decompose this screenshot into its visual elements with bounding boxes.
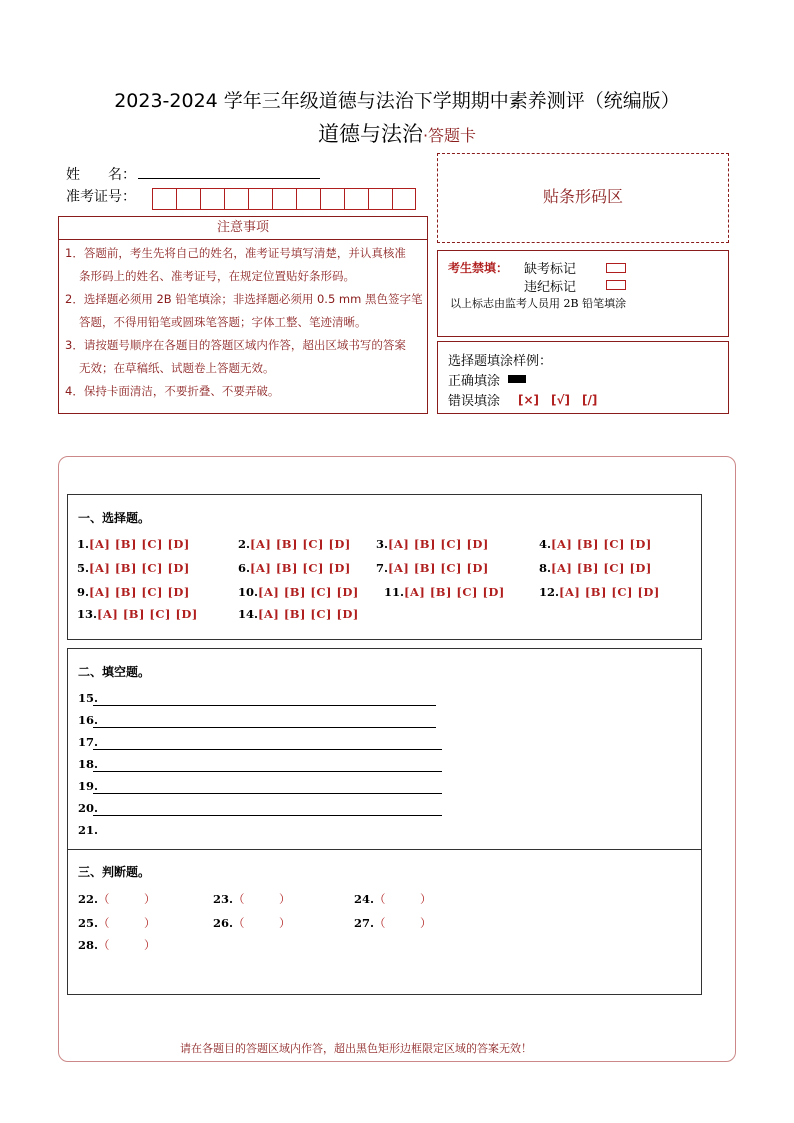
mc-question[interactable]	[77, 607, 198, 621]
answer-options[interactable]: [A] [B] [C] [D]	[89, 561, 190, 575]
section-fill-title: 二、填空题。	[78, 665, 151, 679]
id-label: 准考证号：	[66, 189, 136, 205]
absent-mark-box[interactable]	[606, 263, 626, 273]
mc-question[interactable]	[77, 561, 190, 575]
question-number: 3.	[376, 537, 389, 551]
answer-options[interactable]: [A] [B] [C] [D]	[551, 537, 652, 551]
id-digit-box[interactable]	[272, 188, 296, 210]
answer-options[interactable]: [A] [B] [C] [D]	[89, 537, 190, 551]
mc-question[interactable]	[376, 537, 489, 551]
question-number: 5.	[77, 561, 90, 575]
notice-item: 1．答题前，考生先将自己的姓名，准考证号填写清楚，并认真核准	[65, 246, 406, 260]
sample-box	[437, 341, 729, 414]
question-number: 11.	[384, 585, 405, 599]
fill-question-number: 15.	[78, 691, 99, 705]
question-number: 9.	[77, 585, 90, 599]
sample-heading: 选择题填涂样例：	[448, 354, 553, 369]
fill-answer-line[interactable]	[93, 705, 436, 706]
question-number: 1.	[77, 537, 90, 551]
tf-question[interactable]	[354, 915, 432, 931]
correct-fill-label: 正确填涂	[448, 374, 501, 389]
mc-question[interactable]	[539, 561, 652, 575]
question-number: 22.	[78, 892, 99, 906]
section-fill-judge	[67, 648, 702, 995]
question-number: 8.	[539, 561, 552, 575]
question-number: 23.	[213, 892, 234, 906]
name-field[interactable]	[138, 178, 320, 179]
subject-suffix: ·答题卡	[422, 126, 477, 145]
notice-heading: 注意事项	[59, 217, 427, 240]
answer-options[interactable]: [A] [B] [C] [D]	[551, 561, 652, 575]
notice-box	[58, 216, 428, 414]
question-number: 27.	[354, 916, 375, 930]
answer-options[interactable]: [A] [B] [C] [D]	[388, 537, 489, 551]
mc-question[interactable]	[384, 585, 505, 599]
mc-question[interactable]	[539, 537, 652, 551]
tf-question[interactable]	[213, 915, 291, 931]
question-number: 2.	[238, 537, 251, 551]
tf-question[interactable]	[213, 891, 291, 907]
footer-warning: 请在各题目的答题区域内作答，超出黑色矩形边框限定区域的答案无效！	[180, 1042, 532, 1055]
tf-question[interactable]	[78, 937, 156, 953]
mc-question[interactable]	[238, 607, 359, 621]
fill-question-number: 17.	[78, 735, 99, 749]
id-digit-box[interactable]	[224, 188, 248, 210]
id-digit-box[interactable]	[176, 188, 200, 210]
id-number-boxes[interactable]	[152, 188, 416, 210]
answer-options[interactable]: [A] [B] [C] [D]	[404, 585, 505, 599]
answer-paren[interactable]: （ ）	[374, 916, 432, 930]
answer-paren[interactable]: （ ）	[98, 916, 156, 930]
question-number: 14.	[238, 607, 259, 621]
answer-paren[interactable]: （ ）	[233, 892, 291, 906]
question-number: 28.	[78, 938, 99, 952]
answer-options[interactable]: [A] [B] [C] [D]	[388, 561, 489, 575]
name-label: 姓 名：	[66, 167, 136, 183]
id-digit-box[interactable]	[296, 188, 320, 210]
fill-answer-line[interactable]	[93, 749, 442, 750]
notice-item: 无效；在草稿纸、试题卷上答题无效。	[79, 361, 275, 375]
answer-options[interactable]: [A] [B] [C] [D]	[258, 607, 359, 621]
exam-title: 2023-2024 学年三年级道德与法治下学期期中素养测评（统编版）	[114, 90, 680, 112]
fill-question-number: 19.	[78, 779, 99, 793]
forbidden-box	[437, 250, 729, 337]
question-number: 6.	[238, 561, 251, 575]
answer-options[interactable]: [A] [B] [C] [D]	[559, 585, 660, 599]
mc-question[interactable]	[376, 561, 489, 575]
answer-paren[interactable]: （ ）	[98, 892, 156, 906]
mc-question[interactable]	[77, 537, 190, 551]
mc-question[interactable]	[539, 585, 660, 599]
subject-title	[0, 118, 794, 148]
id-digit-box[interactable]	[200, 188, 224, 210]
id-digit-box[interactable]	[368, 188, 392, 210]
tf-question[interactable]	[78, 891, 156, 907]
fill-answer-line[interactable]	[93, 815, 442, 816]
notice-item: 3．请按题号顺序在各题目的答题区域内作答，超出区域书写的答案	[65, 338, 406, 352]
tf-question[interactable]	[78, 915, 156, 931]
question-number: 7.	[376, 561, 389, 575]
answer-paren[interactable]: （ ）	[374, 892, 432, 906]
section-choice	[67, 494, 702, 640]
answer-paren[interactable]: （ ）	[233, 916, 291, 930]
question-number: 4.	[539, 537, 552, 551]
answer-options[interactable]: [A] [B] [C] [D]	[97, 607, 198, 621]
mc-question[interactable]	[238, 537, 351, 551]
id-digit-box[interactable]	[152, 188, 176, 210]
answer-options[interactable]: [A] [B] [C] [D]	[250, 537, 351, 551]
fill-answer-line[interactable]	[93, 793, 442, 794]
section-choice-title: 一、选择题。	[78, 511, 151, 525]
wrong-fill-label: 错误填涂	[448, 394, 501, 409]
forbidden-label: 考生禁填：	[448, 261, 509, 275]
question-number: 26.	[213, 916, 234, 930]
fill-question-number: 21.	[78, 823, 99, 837]
notice-item: 条形码上的姓名、准考证号，在规定位置贴好条形码。	[79, 269, 355, 283]
fill-answer-line[interactable]	[93, 727, 436, 728]
tf-question[interactable]	[354, 891, 432, 907]
notice-item: 4．保持卡面清洁，不要折叠、不要弄破。	[65, 384, 280, 398]
answer-options[interactable]: [A] [B] [C] [D]	[258, 585, 359, 599]
section-divider	[68, 849, 701, 850]
fill-question-number: 20.	[78, 801, 99, 815]
forbidden-note: 以上标志由监考人员用 2B 铅笔填涂	[450, 297, 627, 310]
violation-mark-box[interactable]	[606, 280, 626, 290]
question-number: 25.	[78, 916, 99, 930]
id-digit-box[interactable]	[392, 188, 416, 210]
notice-item: 2．选择题必须用 2B 铅笔填涂；非选择题必须用 0.5 mm 黑色签字笔	[65, 292, 423, 306]
mc-question[interactable]	[238, 585, 359, 599]
subject-name: 道德与法治	[317, 122, 423, 146]
absent-label: 缺考标记	[524, 262, 577, 277]
fill-question-number: 16.	[78, 713, 99, 727]
id-digit-box[interactable]	[248, 188, 272, 210]
barcode-area: 贴条形码区	[437, 153, 729, 243]
question-number: 12.	[539, 585, 560, 599]
wrong-fill-samples: [×] [√] [/]	[518, 393, 598, 407]
fill-question-number: 18.	[78, 757, 99, 771]
notice-item: 答题，不得用铅笔或圆珠笔答题；字体工整、笔迹清晰。	[79, 315, 367, 329]
answer-options[interactable]: [A] [B] [C] [D]	[89, 585, 190, 599]
correct-fill-sample	[508, 375, 526, 383]
mc-question[interactable]	[77, 585, 190, 599]
fill-answer-line[interactable]	[93, 771, 442, 772]
section-judge-title: 三、判断题。	[78, 865, 151, 879]
answer-options[interactable]: [A] [B] [C] [D]	[250, 561, 351, 575]
id-digit-box[interactable]	[344, 188, 368, 210]
violation-label: 违纪标记	[524, 280, 577, 295]
question-number: 13.	[77, 607, 98, 621]
answer-paren[interactable]: （ ）	[98, 938, 156, 952]
id-digit-box[interactable]	[320, 188, 344, 210]
mc-question[interactable]	[238, 561, 351, 575]
question-number: 10.	[238, 585, 259, 599]
question-number: 24.	[354, 892, 375, 906]
